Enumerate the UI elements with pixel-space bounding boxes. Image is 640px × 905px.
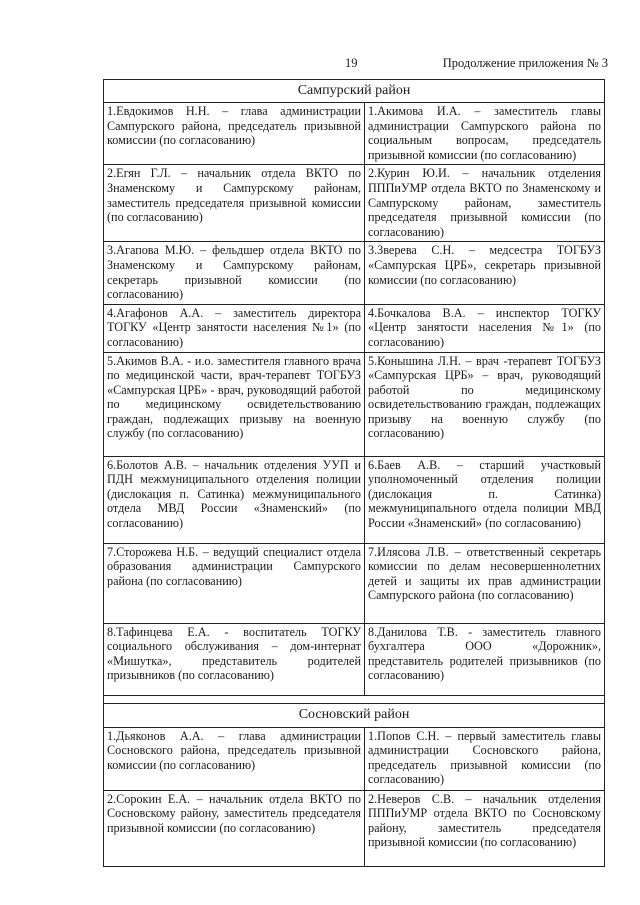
section-header-sosnovka xyxy=(104,703,605,727)
table-row xyxy=(104,103,605,165)
reserve-member: 7.Илясова Л.В. – ответственный секретарь комиссии по делам несовершеннолетних детей и защиты их прав администрации Сампурского района (по согласованию) xyxy=(365,543,605,623)
page-header xyxy=(0,56,640,74)
primary-member: 8.Тафинцева Е.А. - воспитатель ТОГКУ социального обслуживания – дом-интернат «Мишутка», представитель родителей призывников (по согласованию) xyxy=(104,623,365,695)
commission-table xyxy=(103,79,605,867)
reserve-member: 6.Баев А.В. – старший участковый уполномоченный отделения полиции (дислокация п. Сатинка) межмуниципального отдела полиции МВД России «Знаменский» (по согласованию) xyxy=(365,456,605,543)
primary-member: 6.Болотов А.В. – начальник отделения УУП и ПДН межмуниципального отделения полиции (дислокация п. Сатинка) межмуниципального отдела МВД России «Знаменский» (по согласованию) xyxy=(104,456,365,543)
reserve-member: 1.Акимова И.А. – заместитель главы администрации Сампурского района по социальным вопросам, председатель призывной комиссии (по согласованию) xyxy=(365,103,605,165)
table-row xyxy=(104,242,605,304)
reserve-member: 2.Неверов С.В. – начальник отделения ПППиУМР отдела ВКТО по Сосновскому району, заместитель председателя призывной комиссии (по согласованию) xyxy=(365,790,605,866)
table-row xyxy=(104,623,605,695)
reserve-member: 4.Бочкалова В.А. – инспектор ТОГКУ «Центр занятости населения №1» (по согласованию) xyxy=(365,304,605,352)
section-title: Сампурский район xyxy=(104,80,605,103)
reserve-member: 8.Данилова Т.В. - заместитель главного бухгалтера ООО «Дорожник», представитель родителей призывников (по согласованию) xyxy=(365,623,605,695)
primary-member: 1.Евдокимов Н.Н. – глава администрации Сампурского района, председатель призывной комиссии (по согласованию) xyxy=(104,103,365,165)
continuation-label: Продолжение приложения № 3 xyxy=(442,56,608,70)
table-row xyxy=(104,543,605,623)
reserve-member: 3.Зверева С.Н. – медсестра ТОГБУЗ «Сампурская ЦРБ», секретарь призывной комиссии (по согласованию) xyxy=(365,242,605,304)
table-row xyxy=(104,727,605,790)
section-header-sampur xyxy=(104,80,605,103)
primary-member: 7.Сторожева Н.Б. – ведущий специалист отдела образования администрации Сампурского района (по согласованию) xyxy=(104,543,365,623)
section-spacer xyxy=(104,695,605,703)
page-number: 19 xyxy=(345,56,358,70)
reserve-member: 1.Попов С.Н. – первый заместитель главы администрации Сосновского района, председатель призывной комиссии (по согласованию) xyxy=(365,727,605,790)
primary-member: 3.Агапова М.Ю. – фельдшер отдела ВКТО по Знаменскому и Сампурскому районам, секретарь призывной комиссии (по согласованию) xyxy=(104,242,365,304)
primary-member: 5.Акимов В.А. - и.о. заместителя главного врача по медицинской части, врач-терапевт ТОГБУЗ «Сампурская ЦРБ» - врач, руководящий работой по медицинскому освидетельствованию граждан, подлежащих призыву на военную службу (по согласованию) xyxy=(104,352,365,456)
primary-member: 4.Агафонов А.А. – заместитель директора ТОГКУ «Центр занятости населения №1» (по согласованию) xyxy=(104,304,365,352)
reserve-member: 5.Конышина Л.Н. – врач -терапевт ТОГБУЗ «Сампурская ЦРБ» – врач, руководящий работой по медицинскому освидетельствованию граждан, подлежащих призыву на военную службу (по согласованию) xyxy=(365,352,605,456)
primary-member: 2.Сорокин Е.А. – начальник отдела ВКТО по Сосновскому району, заместитель председателя призывной комиссии (по согласованию) xyxy=(104,790,365,866)
table-row xyxy=(104,165,605,242)
reserve-member: 2.Курин Ю.И. – начальник отделения ПППиУМР отдела ВКТО по Знаменскому и Сампурскому районам, заместитель председателя призывной комиссии (по согласованию) xyxy=(365,165,605,242)
primary-member: 1.Дьяконов А.А. – глава администрации Сосновского района, председатель призывной комиссии (по согласованию) xyxy=(104,727,365,790)
table-row xyxy=(104,352,605,456)
section-title: Сосновский район xyxy=(104,703,605,727)
table-row xyxy=(104,790,605,866)
table-row xyxy=(104,456,605,543)
table-row xyxy=(104,304,605,352)
primary-member: 2.Егян Г.Л. – начальник отдела ВКТО по Знаменскому и Сампурскому районам, заместитель председателя призывной комиссии (по согласованию) xyxy=(104,165,365,242)
